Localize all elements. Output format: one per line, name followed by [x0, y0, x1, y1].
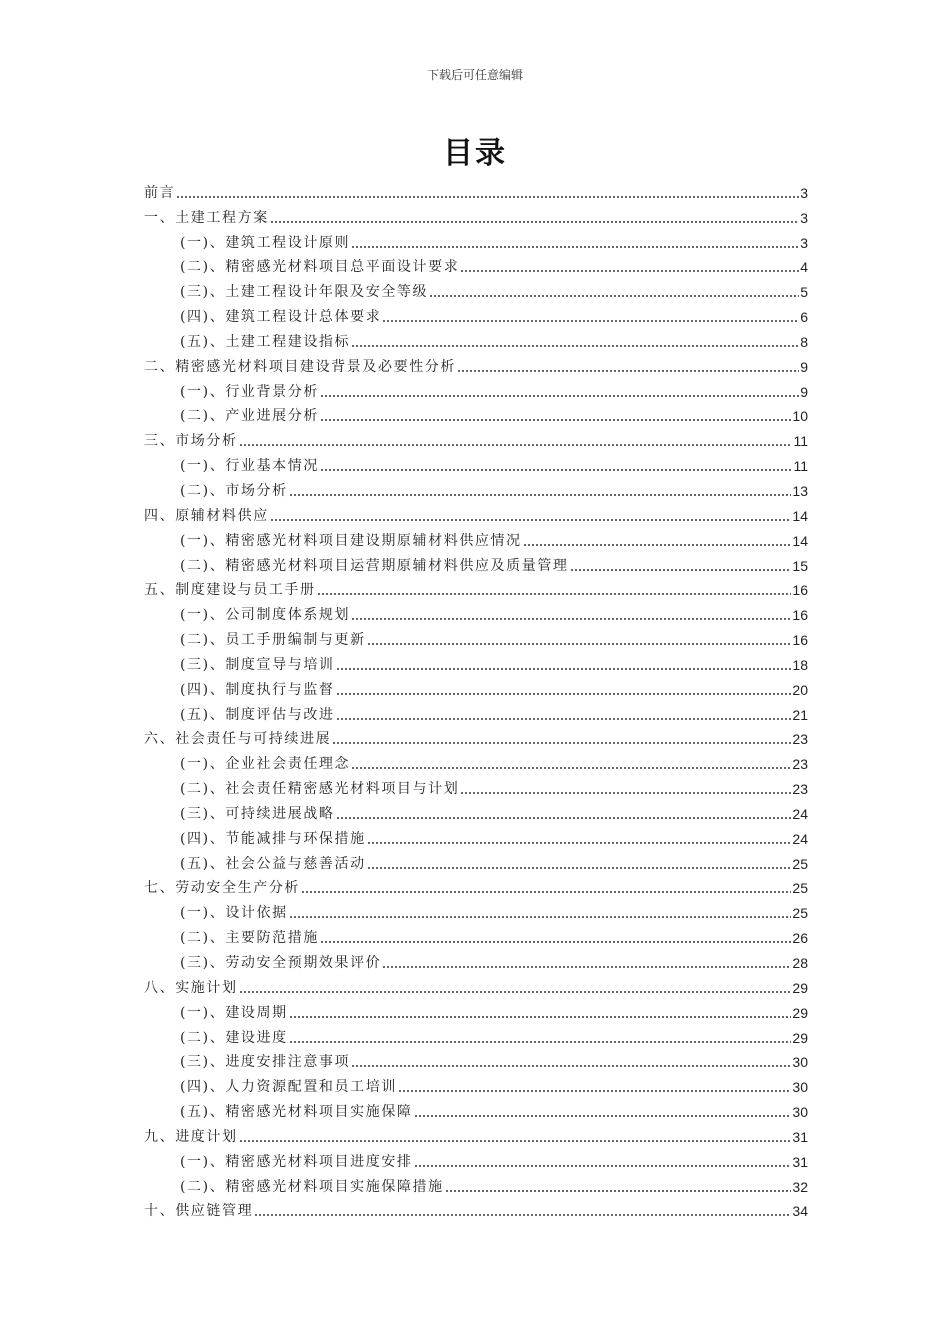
toc-entry-label: (五)、精密感光材料项目实施保障 — [180, 1104, 413, 1121]
toc-entry-label: (三)、制度宣导与培训 — [180, 656, 335, 673]
toc-dot-leader — [351, 345, 799, 347]
toc-page-number: 5 — [800, 284, 808, 301]
toc-dot-leader — [414, 1165, 792, 1167]
toc-section-entry[interactable] — [144, 897, 808, 922]
toc-dot-leader — [523, 544, 792, 546]
toc-page-number: 29 — [792, 1004, 808, 1021]
toc-chapter-entry[interactable] — [144, 1121, 808, 1146]
toc-page-number: 25 — [792, 880, 808, 897]
toc-page-number: 13 — [792, 482, 808, 499]
toc-dot-leader — [270, 519, 792, 521]
toc-entry-label: (一)、精密感光材料项目建设期原辅材料供应情况 — [180, 532, 522, 549]
toc-section-entry[interactable] — [144, 922, 808, 947]
toc-entry-label: (四)、建筑工程设计总体要求 — [180, 309, 382, 326]
toc-page-number: 11 — [793, 433, 808, 450]
toc-page-number: 16 — [792, 632, 808, 649]
toc-entry-label: (二)、市场分析 — [180, 482, 288, 499]
toc-entry-label: 五、制度建设与员工手册 — [144, 582, 316, 599]
toc-page-number: 30 — [792, 1079, 808, 1096]
toc-chapter-entry[interactable] — [144, 425, 808, 450]
toc-dot-leader — [367, 842, 792, 844]
toc-entry-label: (二)、产业进展分析 — [180, 408, 319, 425]
toc-section-entry[interactable] — [144, 376, 808, 401]
toc-entry-label: (二)、精密感光材料项目实施保障措施 — [180, 1178, 444, 1195]
toc-page-number: 24 — [792, 805, 808, 822]
toc-section-entry[interactable] — [144, 1146, 808, 1171]
toc-page-number: 15 — [792, 557, 808, 574]
toc-chapter-entry[interactable] — [144, 1196, 808, 1221]
toc-entry-label: (三)、可持续进展战略 — [180, 805, 335, 822]
toc-page-number: 20 — [792, 681, 808, 698]
toc-page-number: 9 — [800, 358, 808, 375]
toc-dot-leader — [254, 1214, 791, 1216]
toc-entry-label: (四)、人力资源配置和员工培训 — [180, 1079, 397, 1096]
toc-entry-label: (一)、行业背景分析 — [180, 383, 319, 400]
toc-dot-leader — [414, 1115, 792, 1117]
toc-dot-leader — [336, 693, 792, 695]
toc-page-number: 31 — [792, 1128, 808, 1145]
toc-chapter-entry[interactable] — [144, 575, 808, 600]
toc-dot-leader — [317, 593, 792, 595]
toc-entry-label: (二)、精密感光材料项目运营期原辅材料供应及质量管理 — [180, 557, 569, 574]
toc-page-number: 21 — [792, 706, 808, 723]
toc-entry-label: (一)、建设周期 — [180, 1004, 288, 1021]
toc-section-entry[interactable] — [144, 848, 808, 873]
toc-section-entry[interactable] — [144, 823, 808, 848]
toc-entry-label: (四)、节能减排与环保措施 — [180, 830, 366, 847]
toc-dot-leader — [289, 916, 792, 918]
toc-section-entry[interactable] — [144, 674, 808, 699]
toc-page-number: 4 — [800, 259, 808, 276]
toc-entry-label: 二、精密感光材料项目建设背景及必要性分析 — [144, 358, 456, 375]
toc-entry-label: 前言 — [144, 184, 176, 201]
toc-section-entry[interactable] — [144, 624, 808, 649]
toc-dot-leader — [367, 643, 792, 645]
toc-dot-leader — [320, 469, 793, 471]
header-note: 下载后可任意编辑 — [426, 68, 523, 82]
toc-entry-label: (一)、精密感光材料项目进度安排 — [180, 1153, 413, 1170]
toc-entry-label: (一)、设计依据 — [180, 905, 288, 922]
toc-entry-label: (一)、建筑工程设计原则 — [180, 234, 351, 251]
toc-chapter-entry[interactable] — [144, 873, 808, 898]
toc-dot-leader — [320, 941, 791, 943]
toc-section-entry[interactable] — [144, 599, 808, 624]
toc-page-number: 3 — [800, 184, 808, 201]
toc-dot-leader — [239, 444, 793, 446]
toc-dot-leader — [398, 1090, 791, 1092]
toc-page-number: 24 — [792, 830, 808, 847]
toc-page-number: 16 — [792, 607, 808, 624]
toc-page-number: 10 — [792, 408, 808, 425]
toc-page-number: 14 — [792, 532, 808, 549]
toc-entry-label: (一)、企业社会责任理念 — [180, 756, 351, 773]
toc-entry-label: (二)、建设进度 — [180, 1029, 288, 1046]
toc-section-entry[interactable] — [144, 699, 808, 724]
toc-page-number: 25 — [792, 855, 808, 872]
toc-entry-label: (二)、社会责任精密感光材料项目与计划 — [180, 781, 460, 798]
toc-entry-label: (四)、制度执行与监督 — [180, 681, 335, 698]
toc-section-entry[interactable] — [144, 227, 808, 252]
toc-dot-leader — [320, 395, 799, 397]
toc-entry-label: (二)、主要防范措施 — [180, 930, 319, 947]
toc-page-number: 26 — [792, 930, 808, 947]
toc-page-number: 3 — [800, 209, 808, 226]
toc-dot-leader — [176, 196, 799, 198]
toc-page-number: 32 — [792, 1178, 808, 1195]
toc-page-number: 6 — [800, 309, 808, 326]
toc-page-number: 18 — [792, 656, 808, 673]
toc-entry-label: (五)、土建工程建设指标 — [180, 333, 351, 350]
toc-dot-leader — [367, 867, 792, 869]
toc-entry-label: (二)、精密感光材料项目总平面设计要求 — [180, 259, 460, 276]
toc-page-number: 3 — [800, 234, 808, 251]
toc-dot-leader — [289, 494, 792, 496]
toc-dot-leader — [336, 817, 792, 819]
toc-page-number: 23 — [792, 756, 808, 773]
toc-chapter-entry[interactable] — [144, 500, 808, 525]
toc-dot-leader — [457, 370, 799, 372]
toc-chapter-entry[interactable] — [144, 724, 808, 749]
toc-dot-leader — [289, 1016, 792, 1018]
toc-section-entry[interactable] — [144, 550, 808, 575]
toc-dot-leader — [239, 991, 792, 993]
toc-entry-label: (三)、进度安排注意事项 — [180, 1054, 351, 1071]
toc-entry-label: 九、进度计划 — [144, 1128, 238, 1145]
toc-section-entry[interactable] — [144, 947, 808, 972]
toc-dot-leader — [351, 767, 791, 769]
toc-page-number: 14 — [792, 507, 808, 524]
toc-entry-label: 六、社会责任与可持续进展 — [144, 731, 332, 748]
toc-page-number: 31 — [792, 1153, 808, 1170]
toc-dot-leader — [445, 1190, 792, 1192]
toc-page-number: 23 — [792, 781, 808, 798]
toc-dot-leader — [429, 295, 799, 297]
toc-entry-label: 八、实施计划 — [144, 979, 238, 996]
toc-section-entry[interactable] — [144, 773, 808, 798]
toc-entry-label: (二)、员工手册编制与更新 — [180, 632, 366, 649]
toc-chapter-entry[interactable] — [144, 177, 808, 202]
toc-dot-leader — [460, 270, 799, 272]
toc-dot-leader — [460, 792, 791, 794]
toc-section-entry[interactable] — [144, 748, 808, 773]
toc-section-entry[interactable] — [144, 326, 808, 351]
toc-section-entry[interactable] — [144, 1171, 808, 1196]
toc-section-entry[interactable] — [144, 301, 808, 326]
toc-dot-leader — [382, 320, 799, 322]
toc-section-entry[interactable] — [144, 649, 808, 674]
toc-chapter-entry[interactable] — [144, 351, 808, 376]
toc-entry-label: 七、劳动安全生产分析 — [144, 880, 300, 897]
toc-section-entry[interactable] — [144, 276, 808, 301]
toc-chapter-entry[interactable] — [144, 972, 808, 997]
toc-page-number: 8 — [800, 333, 808, 350]
toc-dot-leader — [351, 618, 791, 620]
toc-page-number: 9 — [800, 383, 808, 400]
toc-entry-label: (一)、公司制度体系规划 — [180, 607, 351, 624]
toc-entry-label: 十、供应链管理 — [144, 1203, 254, 1220]
toc-page-number: 23 — [792, 731, 808, 748]
toc-section-entry[interactable] — [144, 1071, 808, 1096]
toc-entry-label: 三、市场分析 — [144, 433, 238, 450]
toc-entry-label: (一)、行业基本情况 — [180, 458, 319, 475]
toc-dot-leader — [320, 419, 791, 421]
toc-section-entry[interactable] — [144, 401, 808, 426]
toc-section-entry[interactable] — [144, 1047, 808, 1072]
toc-page-number: 34 — [792, 1203, 808, 1220]
toc-page-number: 28 — [792, 955, 808, 971]
toc-dot-leader — [351, 1065, 791, 1067]
toc-dot-leader — [301, 891, 791, 893]
toc-entry-label: 四、原辅材料供应 — [144, 507, 269, 524]
toc-entry-label: (三)、土建工程设计年限及安全等级 — [180, 284, 429, 301]
toc-entry-label: (五)、社会公益与慈善活动 — [180, 855, 366, 872]
toc-dot-leader — [336, 668, 792, 670]
toc-page-number: 29 — [792, 979, 808, 996]
toc-dot-leader — [289, 1041, 792, 1043]
toc-dot-leader — [239, 1140, 792, 1142]
toc-dot-leader — [351, 246, 799, 248]
toc-entry-label: (五)、制度评估与改进 — [180, 706, 335, 723]
toc-section-entry[interactable] — [144, 475, 808, 500]
toc-dot-leader — [332, 742, 791, 744]
toc-dot-leader — [570, 569, 792, 571]
toc-section-entry[interactable] — [144, 997, 808, 1022]
toc-section-entry[interactable] — [144, 798, 808, 823]
toc-page-number: 30 — [792, 1054, 808, 1071]
toc-section-entry[interactable] — [144, 1022, 808, 1047]
toc-title: 目录 — [443, 136, 507, 171]
toc-entry-label: (三)、劳动安全预期效果评价 — [180, 955, 382, 971]
table-of-contents — [144, 177, 808, 1220]
toc-page-number: 11 — [793, 458, 808, 475]
toc-entry-label: 一、土建工程方案 — [144, 209, 269, 226]
toc-dot-leader — [336, 718, 792, 720]
toc-section-entry[interactable] — [144, 525, 808, 550]
toc-dot-leader — [270, 221, 799, 223]
toc-dot-leader — [382, 966, 791, 968]
toc-section-entry[interactable] — [144, 252, 808, 277]
toc-page-number: 25 — [792, 905, 808, 922]
toc-page-number: 29 — [792, 1029, 808, 1046]
toc-page-number: 30 — [792, 1104, 808, 1121]
toc-section-entry[interactable] — [144, 1096, 808, 1121]
toc-page-number: 16 — [792, 582, 808, 599]
toc-section-entry[interactable] — [144, 450, 808, 475]
toc-chapter-entry[interactable] — [144, 202, 808, 227]
